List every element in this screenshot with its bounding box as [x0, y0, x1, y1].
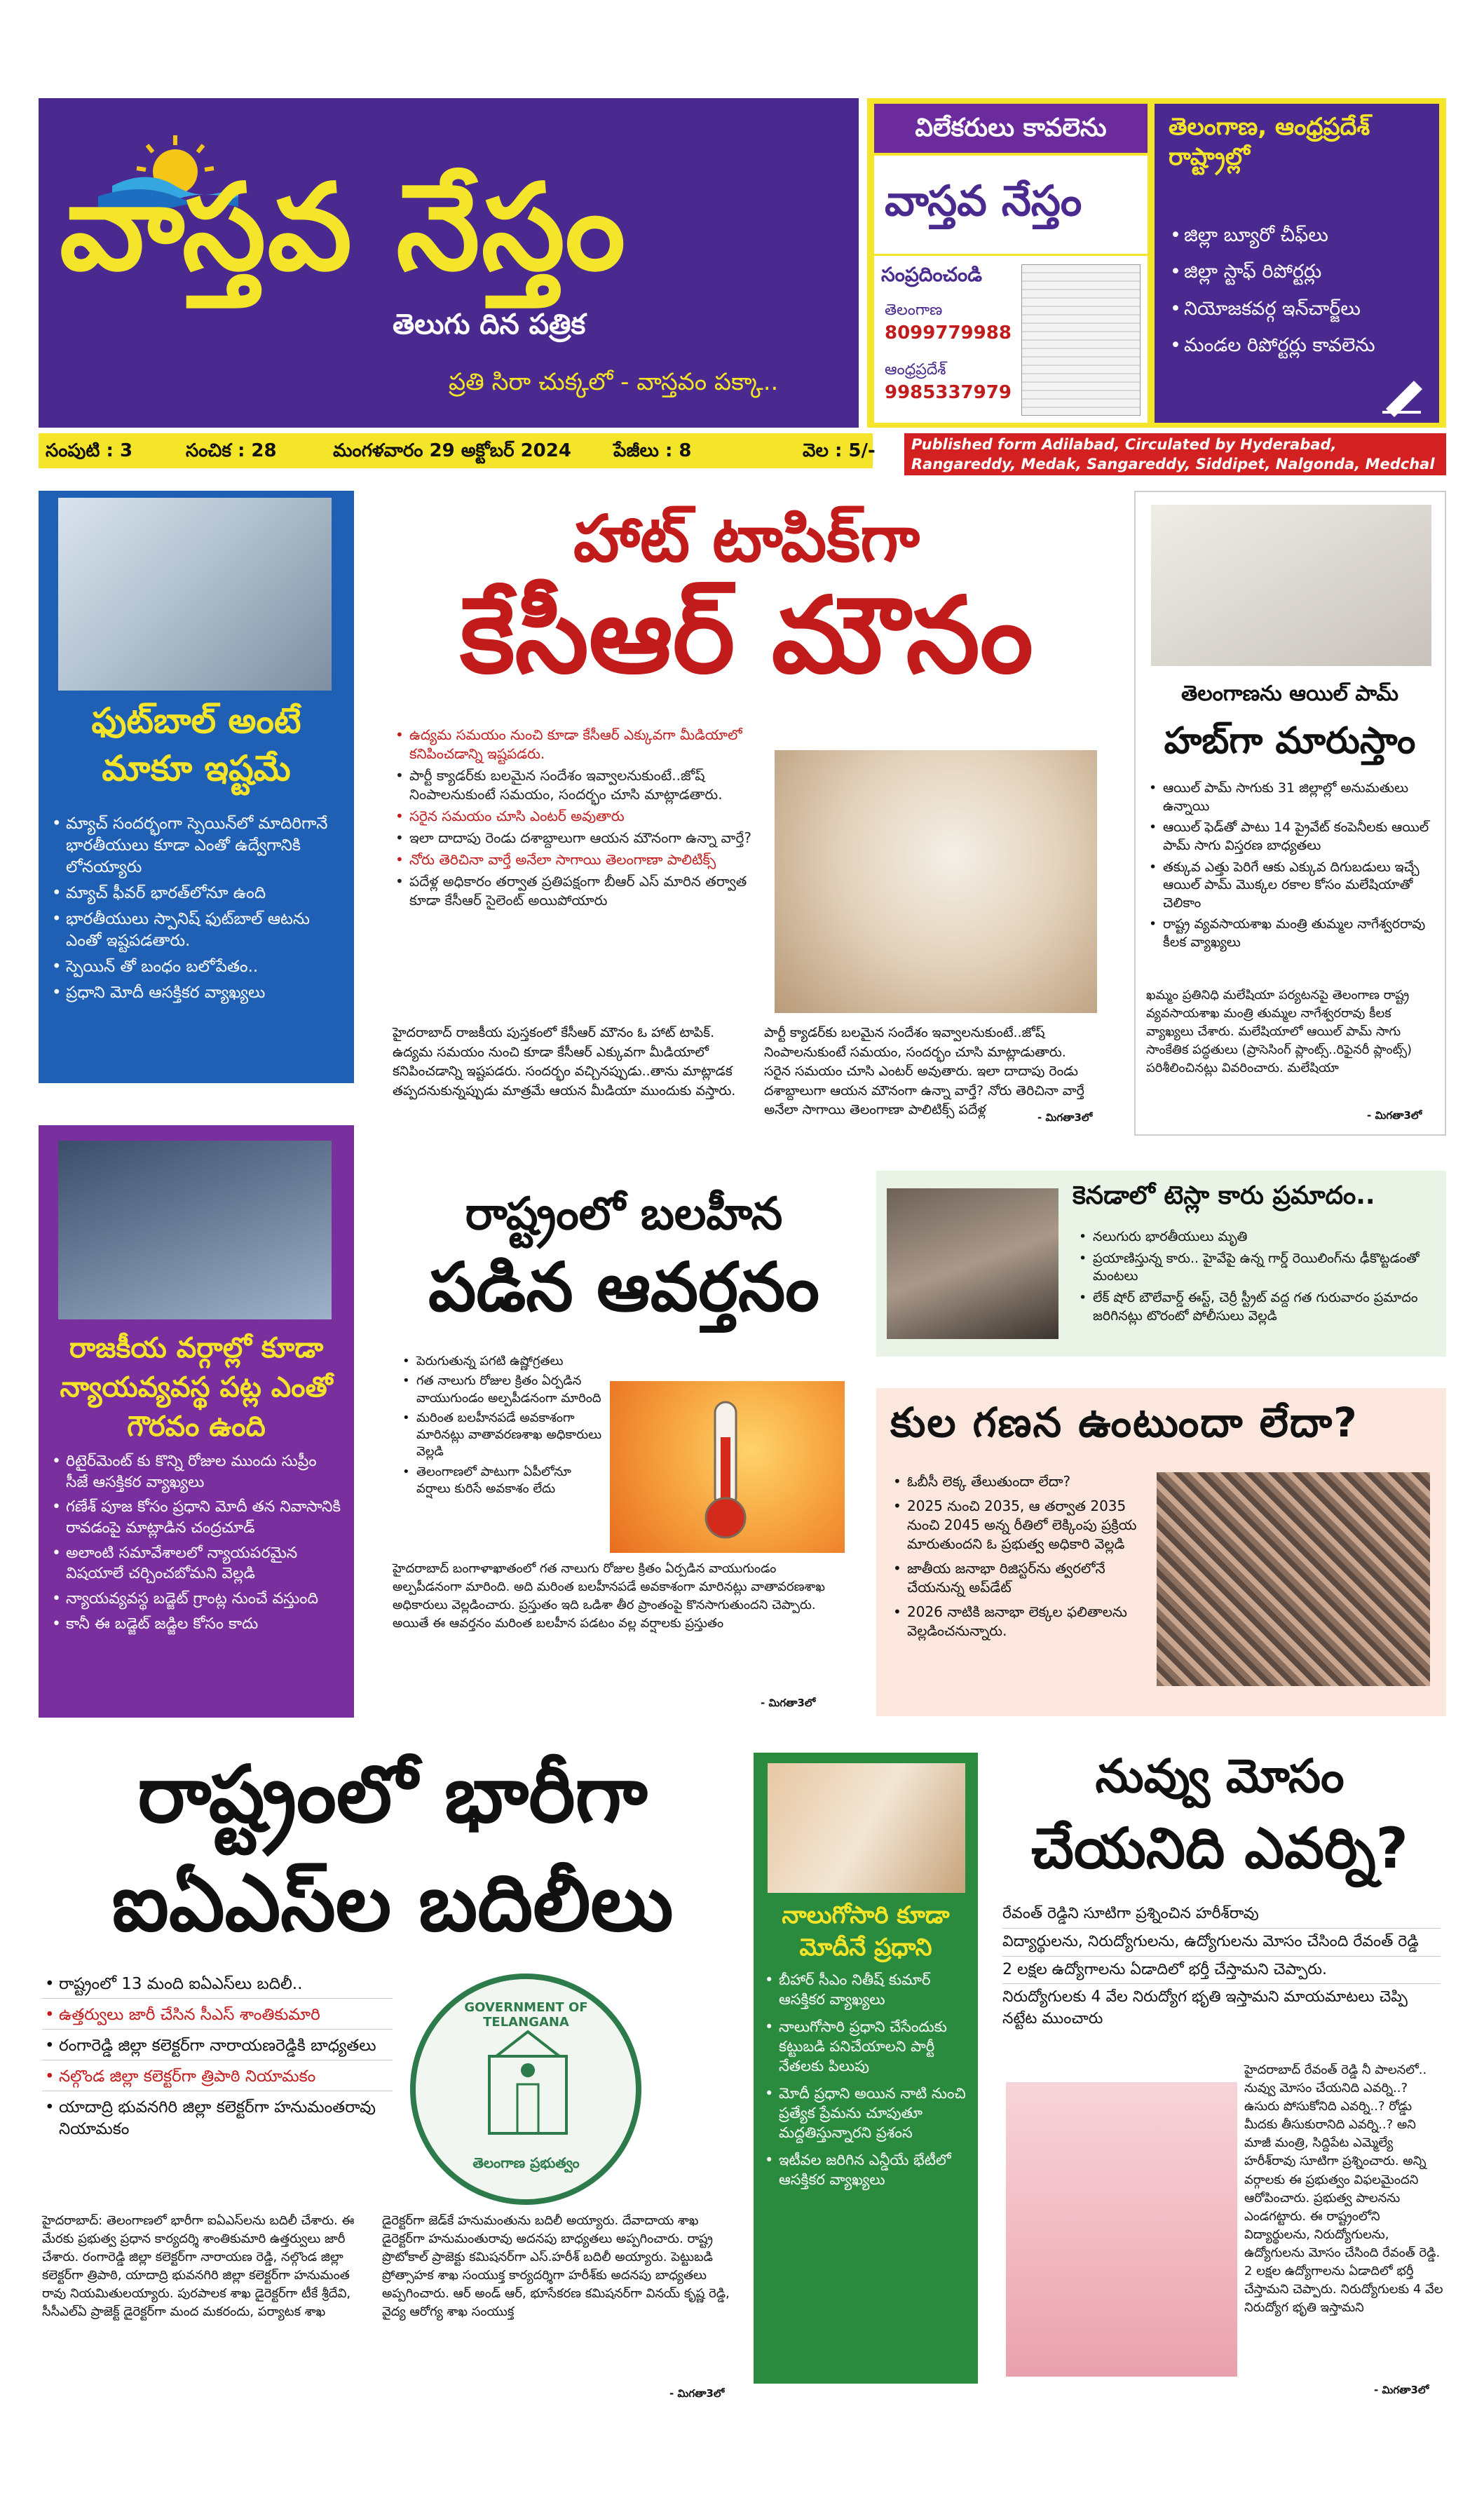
- tesla-bullets: [1076, 1228, 1441, 1325]
- list-item: • నల్గొండ జిల్లా కలెక్టర్‌గా త్రిపాఠి నియామకం: [42, 2066, 393, 2091]
- list-item: • తెలంగాణలో పాటుగా ఏపీలోనూ వర్షాలు కురిసే అవకాశం లేదు: [400, 1464, 603, 1498]
- dateline-bar: [39, 433, 876, 468]
- list-item: • 2025 నుంచి 2035, ఆ తర్వాత 2035 నుంచి 2045 అన్న రీతిలో లెక్కింపు ప్రక్రియ మారుతుందని ఓ ప్రభుత్వ అధికారి వెల్లడి: [890, 1497, 1150, 1554]
- list-item: • న్యాయవ్యవస్థ బడ్జెట్ గ్రాంట్ల నుంచే వస్తుంది: [49, 1589, 343, 1610]
- list-item: • రిటైర్‌మెంట్ కు కొన్ని రోజుల ముందు సుప్రీం సీజే ఆసక్తికర వ్యాఖ్యలు: [49, 1451, 343, 1493]
- list-item: • ఇటీవల జరిగిన ఎన్డీయే భేటీలో ఆసక్తికర వ్యాఖ్యలు: [762, 2150, 971, 2190]
- oilpalm-kicker: తెలంగాణను ఆయిల్ పామ్: [1181, 681, 1398, 706]
- ad-right-panel: [1155, 104, 1439, 423]
- list-item: • భారతీయులు స్పానిష్ ఫుట్‌బాల్ ఆటను ఎంతో ఇష్టపడతారు.: [49, 909, 343, 952]
- modi-bullets: [762, 1970, 971, 2189]
- heat-headline: పడిన ఆవర్తనం: [428, 1248, 819, 1326]
- ad-phone1[interactable]: 8099779988: [885, 322, 1012, 344]
- masthead: [39, 98, 859, 428]
- list-item: • జాతీయ జనాభా రిజిస్టర్‌ను త్వరలోనే చేయనున్న అప్‌డేట్: [890, 1559, 1150, 1597]
- list-item: • పదేళ్ల అధికారం తర్వాత ప్రతిపక్షంగా బీఆర్ ఎస్ మారిన తర్వాత కూడా కేసీఆర్ సైలెంట్ అయిపోయారు: [393, 872, 768, 910]
- list-item: • నలుగురు భారతీయులు మృతి: [1076, 1228, 1441, 1246]
- kcr-body-left: హైదరాబాద్ రాజకీయ పుస్తకంలో కేసీఆర్ మౌనం ఓ హాట్ టాపిక్. ఉద్యమ సమయం నుంచి కూడా కేసీఆర్ ఎక్కువగా మీడియాలో కనిపించడాన్ని ఇష్టపడరు. సందర్భం వచ్చినప్పుడు..తాను మాట్లాడక తప్పదనుకున్నప్పుడు మాత్రమే ఆయన మీడియా ముందుకు వస్తారు.: [393, 1025, 736, 1099]
- published-bar: Published form Adilabad, Circulated by Hyderabad, Rangareddy, Medak, Sangareddy, Siddipet, Nalgonda, Medchal Malkajgiri: [904, 433, 1446, 475]
- heat-kicker: రాష్ట్రంలో బలహీన: [465, 1188, 783, 1240]
- intro-line: విద్యార్థులను, నిరుద్యోగులను, ఉద్యోగులను మోసం చేసింది రేవంత్ రెడ్డి: [1002, 1931, 1441, 1957]
- harish-intro: [1002, 1903, 1441, 2030]
- seal-top-text: GOVERNMENT OF TELANGANA: [464, 2000, 588, 2030]
- list-item: • ప్రయాణిస్తున్న కారు.. హైవేపై ఉన్న గార్డ్ రెయిలింగ్‌ను ఢీకొట్టడంతో మంటలు: [1076, 1250, 1441, 1286]
- kcr-photo: [775, 750, 1097, 1013]
- ias-body-right: డైరెక్టర్‌గా జెడ్‌కే హనుమంతును బదిలీ అయ్యారు. దేవాదాయ శాఖ డైరెక్టర్‌గా హనుమంతురావు అదనపు బాధ్యతలు అప్పగించారు. రాష్ట్ర ప్రొటోకాల్ ప్రాజెక్టు కమిషనర్‌గా ఎస్.హరీశ్ బదిలీ అయ్యారు. పెట్టుబడి ప్రోత్సాహక శాఖ సంయుక్త కార్యదర్శిగా హరీశ్‌కు అదనపు బాధ్యతలు అప్పగించారు. ఆర్ అండ్ ఆర్, భూసేకరణ కమిషనర్‌గా వినయ్ కృష్ణ రెడ్డి, వైద్య ఆరోగ్య శాఖ సంయుక్త: [382, 2213, 730, 2320]
- ias-continued: - మిగతా3లో: [669, 2387, 725, 2400]
- oilpalm-headline: హబ్‌గా మారుస్తాం: [1164, 720, 1416, 762]
- list-item: • కానీ ఈ బడ్జెట్ జడ్జిల కోసం కాదు: [49, 1614, 343, 1635]
- list-item: • మ్యాచ్ సందర్భంగా స్పెయిన్‌లో మాదిరిగానే భారతీయులు కూడా ఎంతో ఉద్వేగానికి లోనయ్యారు: [49, 813, 343, 878]
- list-item: • స్పెయిన్ తో బంధం బలోపేతం..: [49, 956, 343, 978]
- list-item: • బీహార్ సీఎం నితీష్ కుమార్ ఆసక్తికర వ్యాఖ్యలు: [762, 1970, 971, 2010]
- ad-logo-box: [874, 156, 1148, 254]
- kcr-headline: కేసీఆర్ మౌనం: [460, 575, 1033, 697]
- list-item: • ఉత్తర్వులు జారీ చేసిన సీఎస్ శాంతికుమారి: [42, 2004, 393, 2030]
- tesla-box: [876, 1171, 1446, 1357]
- masthead-title: వాస్తవ నేస్తం: [60, 158, 627, 297]
- seal-emblem-icon: [468, 2028, 587, 2147]
- kcr-kicker: హాట్ టాపిక్‌గా: [573, 501, 920, 576]
- list-item: • గత నాలుగు రోజుల క్రితం ఏర్పడిన వాయుగుండం అల్పపీడనంగా మారింది: [400, 1373, 603, 1407]
- kcr-bullets: [393, 726, 768, 910]
- nitish-modi-photo: [768, 1763, 965, 1893]
- recruitment-ad: [867, 98, 1446, 428]
- thermometer-photo: [610, 1381, 845, 1553]
- caste-bullets: [890, 1472, 1150, 1641]
- intro-line: రేవంత్ రెడ్డిని సూటిగా ప్రశ్నించిన హరీశ్‌రావు: [1002, 1903, 1441, 1929]
- masthead-tagline: ప్రతి సిరా చుక్కలో - వాస్తవం పక్కా..: [449, 368, 779, 396]
- football-title: ఫుట్‌బాల్ అంటే మాకూ ఇష్టమే: [91, 700, 301, 789]
- ad-state1: తెలంగాణ: [885, 301, 943, 319]
- list-item: • ప్రధాని మోదీ ఆసక్తికర వ్యాఖ్యలు: [49, 982, 343, 1004]
- ias-headline-2: ఐఏఎస్‌ల బదిలీలు: [111, 1858, 674, 1949]
- oilpalm-bullets: [1146, 780, 1437, 952]
- ad-contact-label: సంప్రదించండి: [881, 263, 982, 286]
- ad-state2: ఆంధ్రప్రదేశ్: [885, 361, 946, 379]
- judiciary-box: [39, 1125, 354, 1718]
- ad-position: • జిల్లా బ్యూరో చీఫ్‌లు: [1167, 223, 1434, 248]
- harish-continued: - మిగతా3లో: [1374, 2384, 1429, 2396]
- list-item: • ఇలా దాదాపు రెండు దశాబ్దాలుగా ఆయన మౌనంగా ఉన్నా వార్తే?: [393, 829, 768, 848]
- list-item: • రంగారెడ్డి జిల్లా కలెక్టర్‌గా నారాయణరెడ్డికి బాధ్యతలు: [42, 2035, 393, 2060]
- list-item: • మరింత బలహీనపడే అవకాశంగా మారినట్లు వాతావరణశాఖ అధికారులు వెల్లడి: [400, 1410, 603, 1461]
- issue: సంచిక : 28: [186, 440, 277, 461]
- oilpalm-continued: - మిగతా3లో: [1367, 1109, 1422, 1122]
- list-item: • రాష్ట్ర వ్యవసాయశాఖ మంత్రి తుమ్మల నాగేశ్వరరావు కీలక వ్యాఖ్యలు: [1146, 916, 1437, 951]
- date: మంగళవారం 29 అక్టోబర్ 2024: [333, 440, 571, 461]
- thermometer-icon: [687, 1395, 764, 1542]
- modi-title: నాలుగోసారి కూడా మోదీనే ప్రధాని: [782, 1901, 950, 1962]
- oilpalm-body: ఖమ్మం ప్రతినిధి మలేషియా పర్యటనపై తెలంగాణ రాష్ట్ర వ్యవసాయశాఖ మంత్రి తుమ్మల నాగేశ్వరరావు కీలక వ్యాఖ్యలు చేశారు. మలేషియాలో ఆయిల్ పామ్ సాగు సాంకేతిక పద్ధతులు (ప్రాసెసింగ్ ప్లాంట్స్..రిఫైనరీ ప్లాంట్స్) పరిశీలించినట్లు వివరించారు. మలేషియా: [1146, 988, 1412, 1076]
- list-item: • గణేశ్ పూజ కోసం ప్రధాని మోదీ తన నివాసానికి రావడంపై మాట్లాడిన చంద్రచూడ్: [49, 1497, 343, 1538]
- harish-photo: [1006, 2082, 1237, 2377]
- pages: పేజీలు : 8: [613, 440, 692, 461]
- heat-body: హైదరాబాద్ బంగాళాఖాతంలో గత నాలుగు రోజుల క్రితం ఏర్పడిన వాయుగుండం అల్పపీడనంగా మారింది. అది మరింత బలహీనపడే అవకాశంగా మారినట్లు వాతావరణశాఖ అధికారులు వెల్లడించారు. ప్రస్తుతం ఇది ఒడిశా తీర ప్రాంతంపై కొనసాగుతుందని చెప్పారు. అయితే ఈ ఆవర్తనం మరింత బలహీన పడటం వల్ల వర్షాలకు ప్రస్తుతం: [393, 1561, 825, 1631]
- list-item: • లేక్ షోర్ బౌలేవార్డ్ ఈస్ట్, చెర్రీ స్ట్రీట్ వద్ద గత గురువారం ప్రమాదం జరిగినట్లు టొరంటో పోలీసులు వెల్లడి: [1076, 1289, 1441, 1325]
- list-item: • నోరు తెరిచినా వార్తే అనేలా సాగాయి తెలంగాణా పాలిటిక్స్: [393, 850, 768, 869]
- heat-bullets: [400, 1353, 603, 1497]
- ias-body-left: హైదరాబాద్: తెలంగాణలో భారీగా ఐఏఎస్‌లను బదిలీ చేశారు. ఈ మేరకు ప్రభుత్వ ప్రధాన కార్యదర్శి శాంతికుమారి ఉత్తర్వులు జారీ చేశారు. రంగారెడ్డి జిల్లా కలెక్టర్‌గా నారాయణ రెడ్డి, నల్గొండ జిల్లా కలెక్టర్‌గా త్రిపాఠి, యాదాద్రి భువనగిరి జిల్లా కలెక్టర్‌గా హనుమంత రావు నియమితులయ్యారు. పురపాలక శాఖ డైరెక్టర్‌గా టీకే శ్రీదేవి, సీసీఎల్ఏ ప్రాజెక్ట్ డైరెక్టర్‌గా మంద మకరందు, పర్యాటక శాఖ: [42, 2213, 355, 2320]
- judiciary-title: రాజకీయ వర్గాల్లో కూడా న్యాయవ్యవస్థ పట్ల ఎంతో గౌరవం ఉంది: [60, 1332, 333, 1443]
- list-item: • నాలుగోసారి ప్రధాని చేసేందుకు కట్టుబడి పనిచేయాలని పార్టీ నేతలకు పిలుపు: [762, 2017, 971, 2077]
- harish-body: హైదరాబాద్ రేవంత్ రెడ్డి నీ పాలనలో.. నువ్వు మోసం చేయనిది ఎవర్ని..? ఉసురు పోసుకోనిది ఎవర్ని..? రోడ్డు మీదకు తీసుకురానిది ఎవర్ని..? అని మాజీ మంత్రి, సిద్దిపేట ఎమ్మెల్యే హరీశ్‌రావు సూటిగా ప్రశ్నించారు. అన్ని వర్గాలకు ఈ ప్రభుత్వం విఫలమైందని ఆరోపించారు. ప్రభుత్వ పాలనను ఎండగట్టారు. ఈ రాష్ట్రంలోని విద్యార్థులను, నిరుద్యోగులను, ఉద్యోగులను మోసం చేసింది రేవంత్ రెడ్డి. 2 లక్షల ఉద్యోగాలను ఏడాదిలో భర్తీ చేస్తామని చెప్పారు. నిరుద్యోగులకు 4 వేల నిరుద్యోగ భృతి ఇస్తామని: [1244, 2063, 1443, 2316]
- ad-title: తెలంగాణ, ఆంధ్రప్రదేశ్ రాష్ట్రాల్లో: [1169, 113, 1370, 171]
- crash-photo: [887, 1188, 1058, 1339]
- list-item: • పార్టీ క్యాడర్‌కు బలమైన సందేశం ఇవ్వాలనుకుంటే..జోష్ నింపాలనుకుంటే సమయం, సందర్భం చూసి మాట్లాడతారు.: [393, 766, 768, 804]
- football-bullets: [49, 813, 343, 1004]
- ad-position: • నియోజకవర్గ ఇన్‌చార్జ్‌లు: [1167, 297, 1434, 322]
- list-item: • తక్కువ ఎత్తు పెరిగే ఆకు ఎక్కువ దిగుబడులు ఇచ్చే ఆయిల్ పామ్ మొక్కల రకాల కోసం మలేషియాతో చెలికాం: [1146, 859, 1437, 913]
- list-item: • పెరుగుతున్న పగటి ఉష్ణోగ్రతలు: [400, 1353, 603, 1370]
- list-item: • అలాంటి సమావేశాలలో న్యాయపరమైన విషయాలే చర్చించబోమని వెల్లడి: [49, 1543, 343, 1584]
- harish-kicker: నువ్వు మోసం: [1095, 1749, 1345, 1803]
- ad-phone2[interactable]: 9985337979: [885, 382, 1012, 403]
- intro-line: 2 లక్షల ఉద్యోగాలను ఏడాదిలో భర్తీ చేస్తామని చెప్పారు.: [1002, 1959, 1441, 1985]
- oilpalm-box: [1134, 491, 1446, 1136]
- ias-headline-1: రాష్ట్రంలో భారీగా: [137, 1749, 648, 1840]
- ad-contact-box: [874, 256, 1148, 423]
- volume: సంపుటి : 3: [46, 440, 133, 461]
- list-item: • రాష్ట్రంలో 13 మంది ఐఏఎస్‌లు బదిలీ..: [42, 1974, 393, 1999]
- masthead-subtitle: తెలుగు దిన పత్రిక: [393, 308, 586, 341]
- modi-sanchez-photo: [58, 498, 332, 691]
- modi-box: [754, 1753, 978, 2384]
- list-item: • ఓబీసీ లెక్క తేలుతుందా లేదా?: [890, 1472, 1150, 1491]
- pen-icon: [1379, 377, 1428, 416]
- caste-box: [876, 1388, 1446, 1716]
- kcr-continued: - మిగతా3లో: [1037, 1111, 1093, 1124]
- minister-photo: [1151, 505, 1431, 666]
- intro-line: నిరుద్యోగులకు 4 వేల నిరుద్యోగ భృతి ఇస్తామని మాయమాటలు చెప్పి నట్టేట ముంచారు: [1002, 1988, 1408, 2028]
- list-item: • ఉద్యమ సమయం నుంచి కూడా కేసీఆర్ ఎక్కువగా మీడియాలో కనిపించడాన్ని ఇష్టపడరు.: [393, 726, 768, 763]
- caste-headline: కుల గణన ఉంటుందా లేదా?: [890, 1399, 1359, 1446]
- football-box: [39, 491, 354, 1083]
- kcr-body-right: పార్టీ క్యాడర్‌కు బలమైన సందేశం ఇవ్వాలనుకుంటే..జోష్ నింపాలనుకుంటే సమయం, సందర్భం చూసి మాట్లాడుతారు. సరైన సమయం చూసి ఎంటర్ అవుతారు. ఇలా దాదాపు రెండు దశాబ్దాలుగా ఆయన మౌనంగా ఉన్నా వార్తే? నోరు తెరిచినా వార్తే అనేలా సాగాయి తెలంగాణా పాలిటిక్స్ పదేళ్ల: [764, 1025, 1084, 1118]
- judiciary-bullets: [49, 1451, 343, 1635]
- list-item: • ఆయిల్ పామ్ సాగుకు 31 జిల్లాల్లో అనుమతులు ఉన్నాయి: [1146, 780, 1437, 815]
- list-item: • మ్యాచ్ ఫీవర్ భారత్‌లోనూ ఉంది: [49, 883, 343, 904]
- ad-position: • మండల రిపోర్టర్లు కావలెను: [1167, 333, 1434, 358]
- crowd-photo: [1157, 1472, 1430, 1686]
- price: వెల : 5/-: [803, 440, 876, 461]
- list-item: • మోదీ ప్రధాని అయిన నాటి నుంచి ప్రత్యేక ప్రేమను చూపుతూ మద్దతిస్తున్నారని ప్రశంస: [762, 2084, 971, 2143]
- telangana-seal: [410, 1974, 641, 2205]
- harish-headline: చేయనిది ఎవర్ని?: [1031, 1816, 1408, 1881]
- list-item: • సరైన సమయం చూసి ఎంటర్ అవుతారు: [393, 807, 768, 826]
- list-item: • 2026 నాటికి జనాభా లెక్కల ఫలితాలను వెల్లడించనున్నారు.: [890, 1603, 1150, 1641]
- list-item: • యాదాద్రి భువనగిరి జిల్లా కలెక్టర్‌గా హనుమంతరావు నియామకం: [42, 2097, 393, 2140]
- ad-newspaper-image: [1021, 264, 1141, 416]
- heat-continued: - మిగతా3లో: [761, 1697, 816, 1709]
- ad-banner: విలేకరులు కావలెను: [874, 104, 1148, 153]
- tesla-headline: కెనడాలో టెస్లా కారు ప్రమాదం..: [1073, 1181, 1375, 1210]
- ad-position: • జిల్లా స్టాఫ్ రిపోర్టర్లు: [1167, 259, 1434, 285]
- seal-bottom-text: తెలంగాణ ప్రభుత్వం: [472, 2154, 580, 2171]
- chandrachud-photo: [58, 1141, 332, 1319]
- ias-bullets: [42, 1974, 393, 2140]
- ad-logo: వాస్తవ నేస్తం: [885, 177, 1082, 226]
- ad-positions: [1167, 223, 1434, 359]
- list-item: • ఆయిల్ ఫెడ్‌తో పాటు 14 ప్రైవేట్ కంపెనీలకు ఆయిల్ పామ్ సాగు విస్తరణ బాధ్యతలు: [1146, 819, 1437, 855]
